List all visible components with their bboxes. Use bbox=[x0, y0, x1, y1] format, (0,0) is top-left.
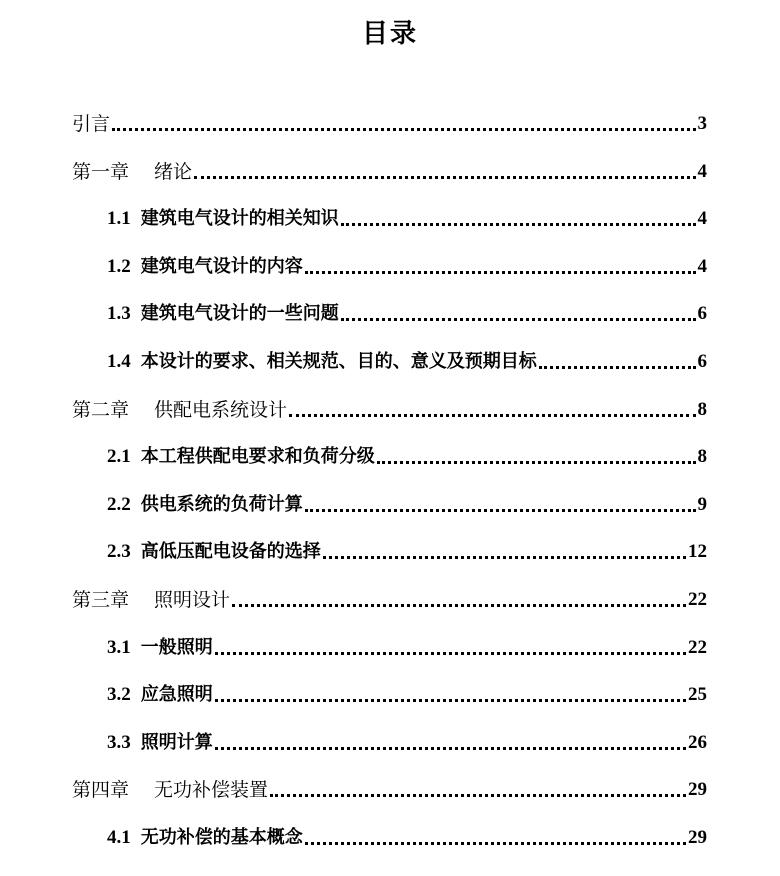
toc-entry-title: 第一章 绪论 bbox=[72, 160, 193, 183]
dot-leader bbox=[194, 176, 695, 179]
toc-entry-title: 引言 bbox=[72, 113, 111, 135]
toc-entry-page-number: 4 bbox=[697, 255, 707, 277]
toc-entry-title: 第二章 供配电系统设计 bbox=[72, 398, 288, 421]
toc-entry-number: 1.2 bbox=[107, 255, 131, 277]
dot-leader bbox=[112, 128, 695, 131]
dot-leader bbox=[305, 271, 696, 274]
toc-entry-title: 本工程供配电要求和负荷分级 bbox=[140, 446, 375, 468]
toc-entry-number: 4.1 bbox=[107, 827, 131, 848]
dot-leader bbox=[270, 794, 686, 797]
toc-entry[interactable] bbox=[72, 108, 707, 140]
toc-entry-page-number: 6 bbox=[697, 303, 707, 325]
toc-entry[interactable] bbox=[72, 584, 707, 616]
toc-entry-number: 3.3 bbox=[107, 731, 131, 753]
dot-leader bbox=[305, 842, 686, 845]
dot-leader bbox=[215, 652, 686, 655]
toc-entry-title: 应急照明 bbox=[140, 684, 213, 706]
toc-entry-number: 2.3 bbox=[107, 541, 131, 563]
dot-leader bbox=[232, 604, 686, 607]
toc-entry-page-number: 12 bbox=[688, 541, 707, 563]
toc-entry-number: 1.1 bbox=[107, 208, 131, 230]
toc-entry[interactable] bbox=[107, 632, 707, 664]
toc-entry-number: 1.3 bbox=[107, 303, 131, 325]
dot-leader bbox=[215, 699, 686, 702]
toc-entry-page-number: 8 bbox=[697, 446, 707, 468]
toc-entry-title: 一般照明 bbox=[140, 636, 213, 658]
toc-entry[interactable] bbox=[72, 156, 707, 188]
dot-leader bbox=[305, 509, 696, 512]
toc-entry-title: 供电系统的负荷计算 bbox=[140, 493, 303, 515]
toc-entry[interactable] bbox=[107, 346, 707, 378]
toc-entry-number: 3.1 bbox=[107, 636, 131, 658]
dot-leader bbox=[289, 414, 695, 417]
toc-title: 目录 bbox=[361, 19, 418, 49]
toc-entry-title: 第三章 照明设计 bbox=[72, 589, 231, 611]
toc-entry-page-number: 29 bbox=[688, 779, 707, 801]
toc-entry[interactable] bbox=[107, 536, 707, 568]
toc-entry[interactable] bbox=[107, 441, 707, 473]
toc-entry[interactable] bbox=[107, 822, 707, 854]
toc-entry-title: 本设计的要求、相关规范、目的、意义及预期目标 bbox=[140, 351, 537, 372]
toc-entry-page-number: 9 bbox=[697, 493, 707, 515]
toc-entry[interactable] bbox=[72, 774, 707, 806]
toc-entry-title: 高低压配电设备的选择 bbox=[140, 541, 321, 563]
toc-entry[interactable] bbox=[107, 251, 707, 283]
toc-entry-title: 无功补偿的基本概念 bbox=[140, 827, 303, 848]
toc-entry-title: 第四章 无功补偿装置 bbox=[72, 779, 269, 802]
dot-leader bbox=[377, 461, 696, 464]
toc-entry[interactable] bbox=[72, 394, 707, 426]
toc-entry-number: 1.4 bbox=[107, 351, 131, 372]
toc-entry-page-number: 25 bbox=[688, 684, 707, 706]
toc-entry-page-number: 26 bbox=[688, 731, 707, 753]
toc-entry-number: 2.1 bbox=[107, 446, 131, 468]
toc-entry[interactable] bbox=[107, 298, 707, 330]
toc-entry-page-number: 8 bbox=[697, 398, 707, 420]
toc-entry[interactable] bbox=[107, 203, 707, 235]
toc-entry[interactable] bbox=[107, 679, 707, 711]
toc-entry-page-number: 4 bbox=[697, 160, 707, 182]
toc-entry-title: 建筑电气设计的内容 bbox=[140, 255, 303, 277]
dot-leader bbox=[323, 556, 686, 559]
toc-entry[interactable] bbox=[107, 727, 707, 759]
dot-leader bbox=[341, 223, 696, 226]
dot-leader bbox=[539, 366, 696, 369]
toc-entry-number: 2.2 bbox=[107, 493, 131, 515]
toc-entry-page-number: 22 bbox=[688, 589, 707, 610]
toc-entry[interactable] bbox=[107, 489, 707, 521]
toc-entry-page-number: 22 bbox=[688, 636, 707, 658]
toc-entry-title: 建筑电气设计的一些问题 bbox=[140, 303, 339, 325]
dot-leader bbox=[341, 318, 696, 321]
toc-entry-page-number: 4 bbox=[697, 208, 707, 230]
toc-entry-page-number: 3 bbox=[697, 113, 707, 134]
dot-leader bbox=[215, 747, 686, 750]
toc-entry-page-number: 29 bbox=[688, 827, 707, 848]
toc-entry-title: 照明计算 bbox=[140, 731, 213, 753]
toc-entry-page-number: 6 bbox=[697, 351, 707, 372]
toc-entry-number: 3.2 bbox=[107, 684, 131, 706]
toc-entry-title: 建筑电气设计的相关知识 bbox=[140, 208, 339, 230]
